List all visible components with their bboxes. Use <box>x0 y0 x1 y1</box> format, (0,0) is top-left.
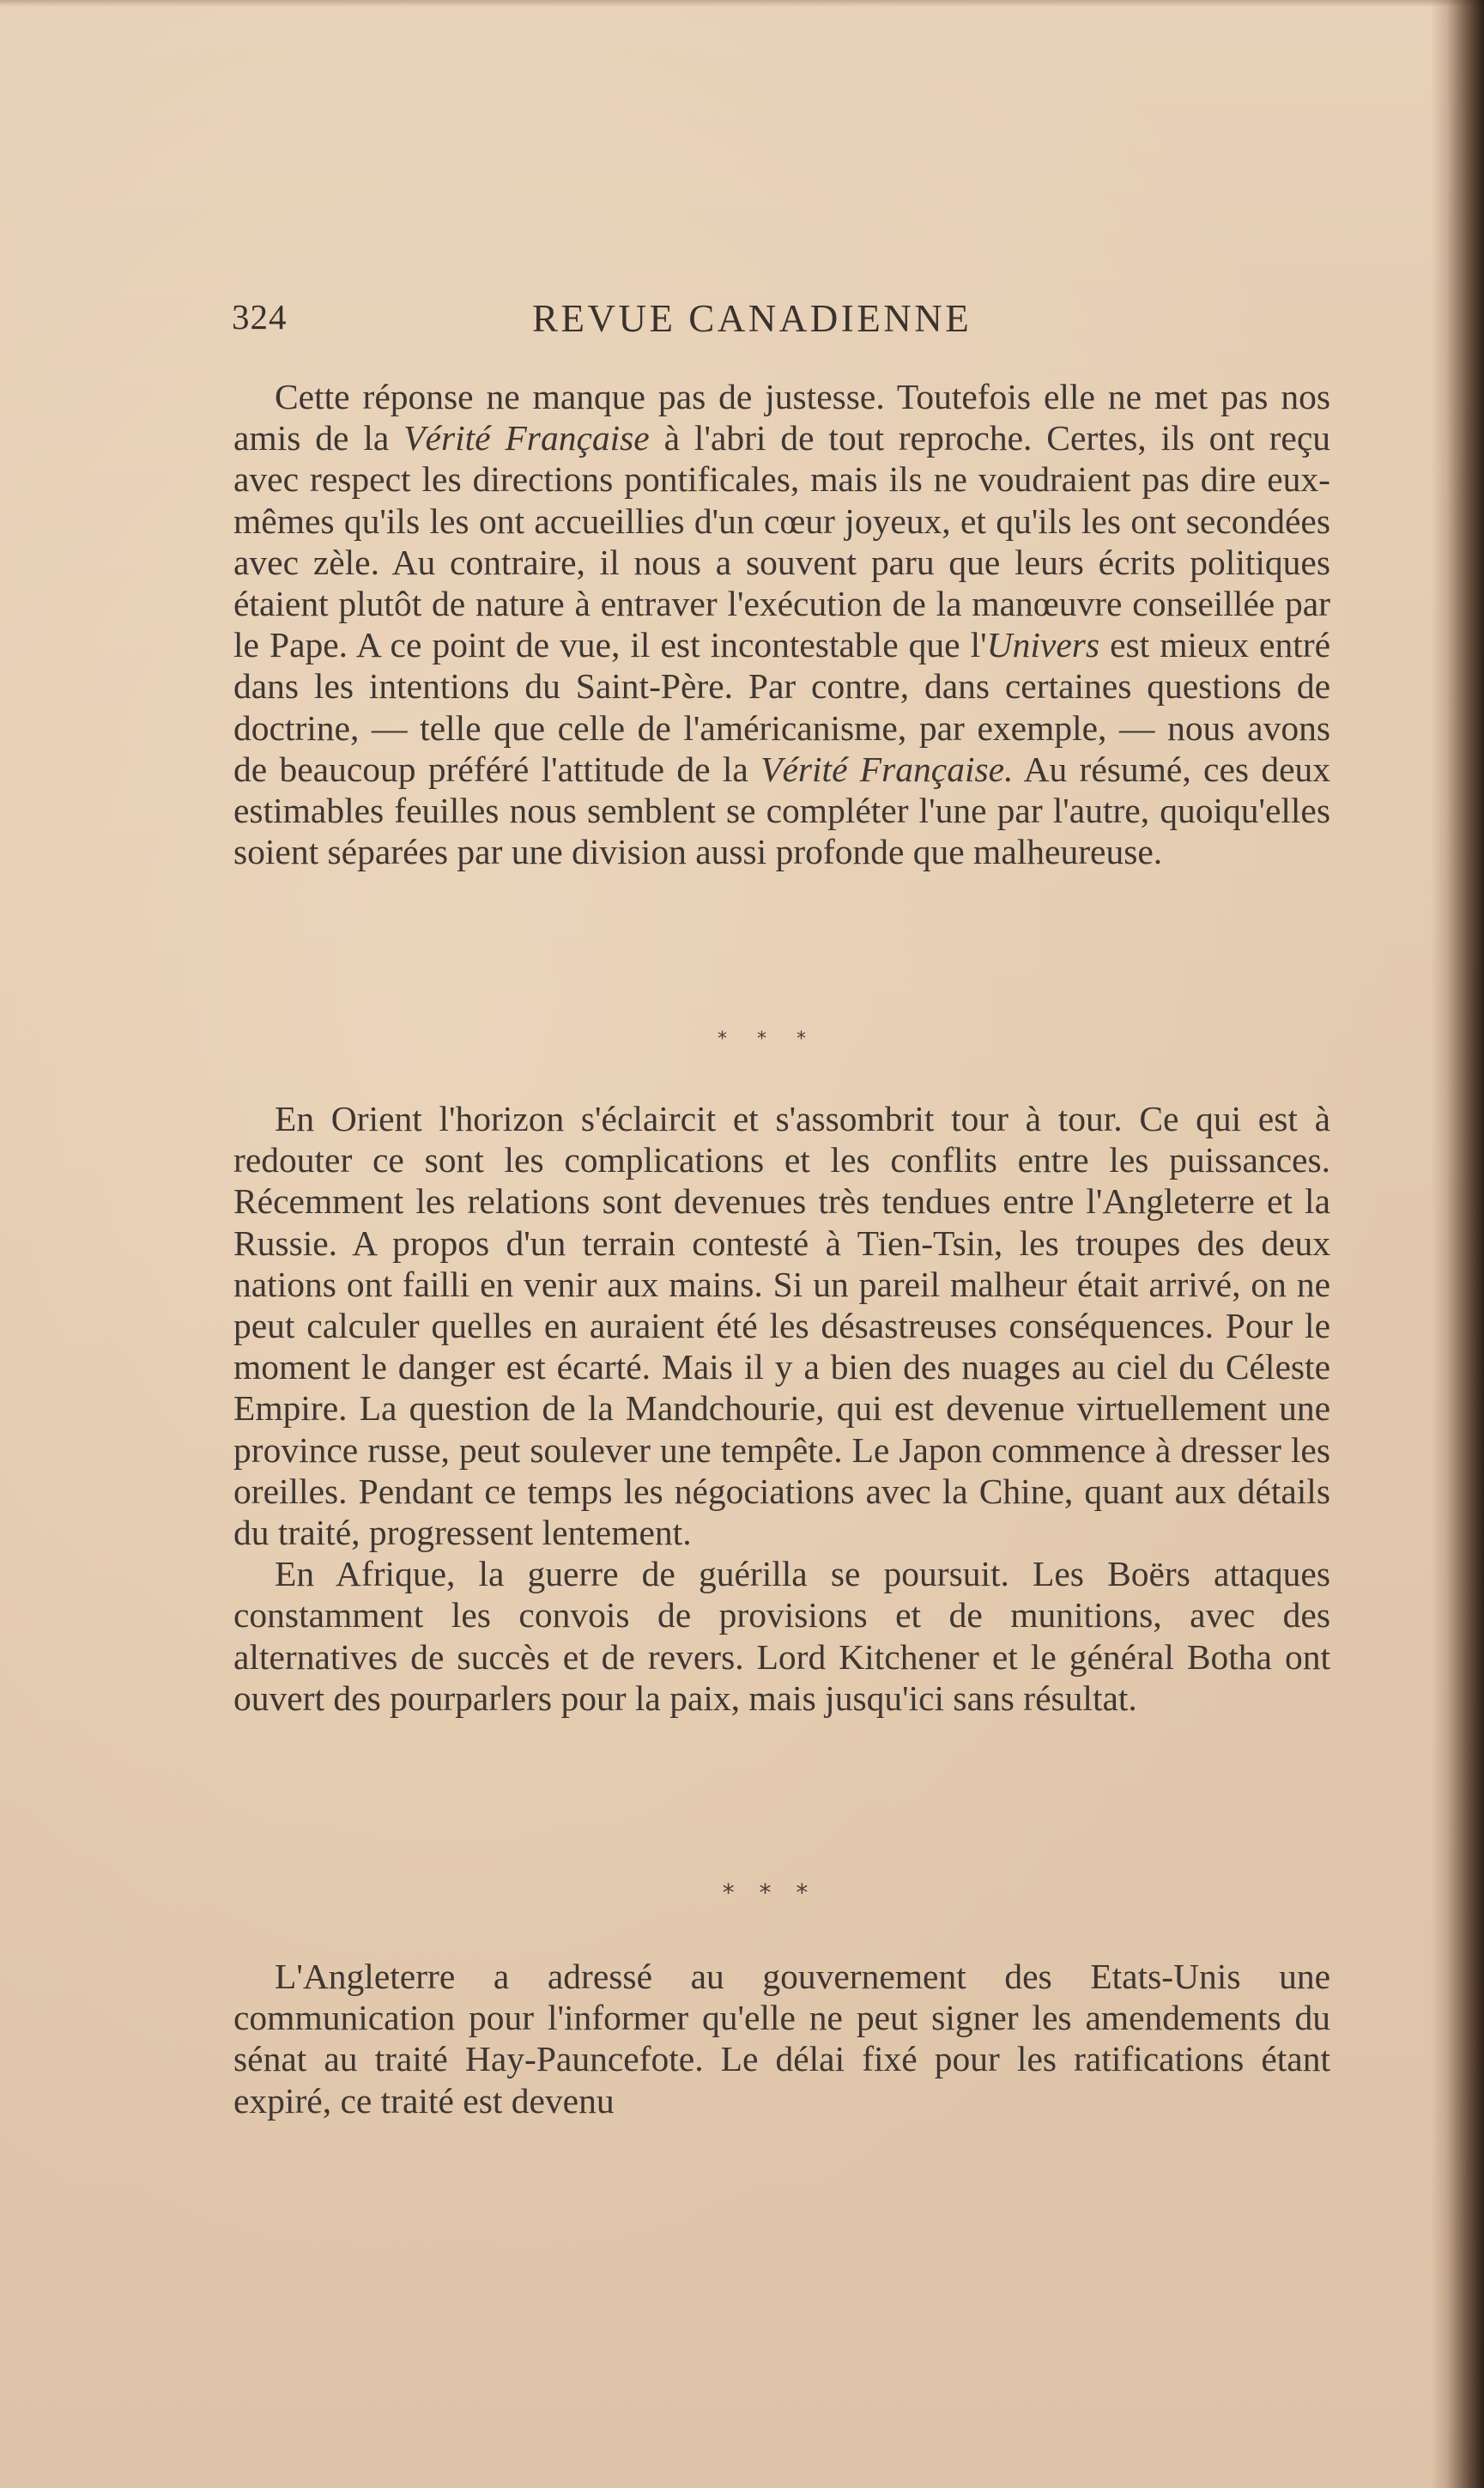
paragraph-angleterre: L'Angleterre a adressé au gouvernement des Etats-Unis une communication pour l'informer qu'elle ne peut signer les amendements du sénat au traité Hay-Pauncefote. Le délai fixé pour les ratifications étant expiré, ce traité est devenu <box>233 1957 1330 2121</box>
section-1 <box>233 376 1330 872</box>
running-head <box>232 296 1348 344</box>
journal-name-italic: Univers <box>986 625 1100 665</box>
paragraph-text: Cette réponse ne manque pas de justesse. Toutefois elle ne met pas nos amis de la <box>233 377 1330 458</box>
paragraph-text: est mieux entré dans les intentions du Saint-Père. Par contre, dans certaines questions de doctrine, — telle que celle de l'américanisme, par exemple, — nous avons de beaucoup préféré l'attitude de la <box>233 625 1330 789</box>
section-2 <box>233 1098 1330 1719</box>
section-separator: * * * <box>722 1878 817 1907</box>
page-top-edge <box>0 0 1484 7</box>
paragraph-verite-francaise <box>233 376 1330 872</box>
paragraph-text: Au résumé, ces deux estimables feuilles nous semblent se compléter l'une par l'autre, quoiqu'elles soient séparées par une division aussi profonde que malheureuse. <box>233 749 1330 872</box>
section-separator: * * * <box>718 1029 818 1050</box>
paragraph-afrique: En Afrique, la guerre de guérilla se poursuit. Les Boërs attaques constamment les convois de provisions et de munitions, avec des alternatives de succès et de revers. Lord Kitchener et le général Botha ont ouvert des pourparlers pour la paix, mais jusqu'ici sans résultat. <box>233 1554 1330 1718</box>
paragraph-text: à l'abri de tout reproche. Certes, ils ont reçu avec respect les directions pontificales, mais ils ne voudraient pas dire eux-mêmes qu'ils les ont accueillies d'un cœur joyeux, et qu'ils les ont secondées avec zèle. Au contraire, il nous a souvent paru que leurs écrits politiques étaient plutôt de nature à entraver l'exécution de la manœuvre conseillée par le Pape. A ce point de vue, il est incontestable que l' <box>233 418 1330 665</box>
journal-title: REVUE CANADIENNE <box>532 297 972 340</box>
page-number: 324 <box>232 297 288 337</box>
paragraph-orient: En Orient l'horizon s'éclaircit et s'assombrit tour à tour. Ce qui est à redouter ce sont les complications et les conflits entre les puissances. Récemment les relations sont devenues très tendues entre l'Angleterre et la Russie. A propos d'un terrain contesté à Tien-Tsin, les troupes des deux nations ont failli en venir aux mains. Si un pareil malheur était arrivé, on ne peut calculer quelles en auraient été les désastreuses conséquences. Pour le moment le danger est écarté. Mais il y a bien des nuages au ciel du Céleste Empire. La question de la Mandchourie, qui est devenue virtuellement une province russe, peut soulever une tempête. Le Japon commence à dresser les oreilles. Pendant ce temps les négociations avec la Chine, quant aux détails du traité, progressent lentement. <box>233 1099 1330 1553</box>
section-3 <box>233 1956 1330 2121</box>
journal-name-italic: Vérité Française. <box>760 749 1014 789</box>
binding-shadow <box>1431 0 1484 2488</box>
journal-name-italic: Vérité Française <box>403 418 650 458</box>
